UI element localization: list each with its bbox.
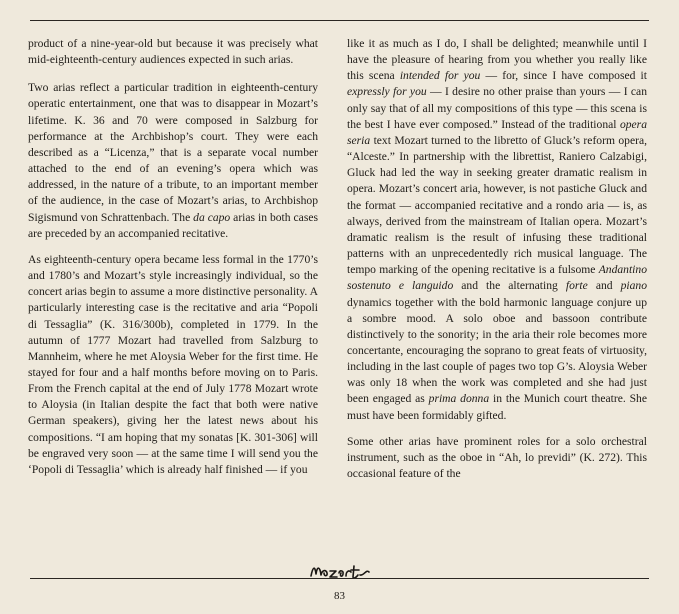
paragraph-solo-instrument: Some other arias have prominent roles for a solo orchestral instrument, such as the oboe in “Ah, lo previdi” (K. 272). This occasional feature of the (347, 434, 647, 481)
left-column (28, 36, 318, 488)
paragraph-licenza: Two arias reflect a particular tradition in eighteenth-century operatic entertainment, one that was to disappear in Mozart’s lifetime. K. 36 and 70 were composed in Salzburg for performance at the Archbishop’s court. They were each described as a “Licenza,” that is a separate vocal number attached to the end of an evening’s opera which was addressed, in the nature of a tribute, to an important member of the audience, in the case of Mozart’s arias, to Archbishop Sigismund von Schrattenbach. The da capo arias in both cases are preceded by an accompanied recitative. (28, 81, 318, 240)
right-column (347, 36, 647, 492)
top-rule (30, 20, 649, 21)
mozart-signature-logo (0, 560, 679, 587)
paragraph-popoli: As eighteenth-century opera became less formal in the 1770’s and 1780’s and Mozart’s style increasingly individual, so the concert arias begin to assume a more distinctive personality. A particularly interesting case is the recitative and aria “Popoli di Tessaglia” (K. 316/300b), completed in 1779. In the autumn of 1777 Mozart had travelled from Salzburg to Mannheim, where he met Aloysia Weber for the first time. He stayed for four and a half months before moving on to Paris. From the French capital at the end of July 1778 Mozart wrote to Aloysia (in Italian despite the fact that both were native German speakers), giving her the latest news about his compositions. “I am hoping that my sonatas [K. 301-306] will be engraved very soon — at the same time I will send you the ‘Popoli di Tessaglia’ which is already half finished — if you (28, 252, 318, 476)
page-number: 83 (334, 590, 345, 602)
bottom-rule (30, 578, 649, 579)
paragraph-continued: product of a nine-year-old but because it was precisely what mid-eighteenth-century audiences expected in such arias. (28, 37, 318, 67)
paragraph-alceste: like it as much as I do, I shall be delighted; meanwhile until I have the pleasure of hearing from you whether you really like this scena intended for you — for, since I have composed it expressly for you — I desire no other praise than yours — I can only say that of all my compositions of this type — this scena is the best I have ever composed.” Instead of the traditional opera seria text Mozart turned to the libretto of Gluck’s reform opera, “Alceste.” In partnership with the librettist, Raniero Calzabigi, Gluck had led the way in seeking greater dramatic realism in opera. Mozart’s concert aria, however, is not pastiche Gluck and the format — accompanied recitative and a rondo aria — is, as always, derived from the mainstream of Italian opera. Mozart’s dramatic realism is the result of infusing these traditional patterns with an unprecedentedly rich musical language. The tempo marking of the opening recitative is a fulsome Andantino sostenuto e languido and the alternating forte and piano dynamics together with the bold harmonic language conjure up a sombre mood. A solo oboe and bassoon contribute distinctively to the sonority; in the aria their role becomes more concertante, encouraging the soprano to great feats of virtuosity, including in the last couple of pages two top G’s. Aloysia Weber was only 18 when the work was completed and she had just been engaged as prima donna in the Munich court theatre. She must have been formidably gifted. (347, 37, 648, 422)
